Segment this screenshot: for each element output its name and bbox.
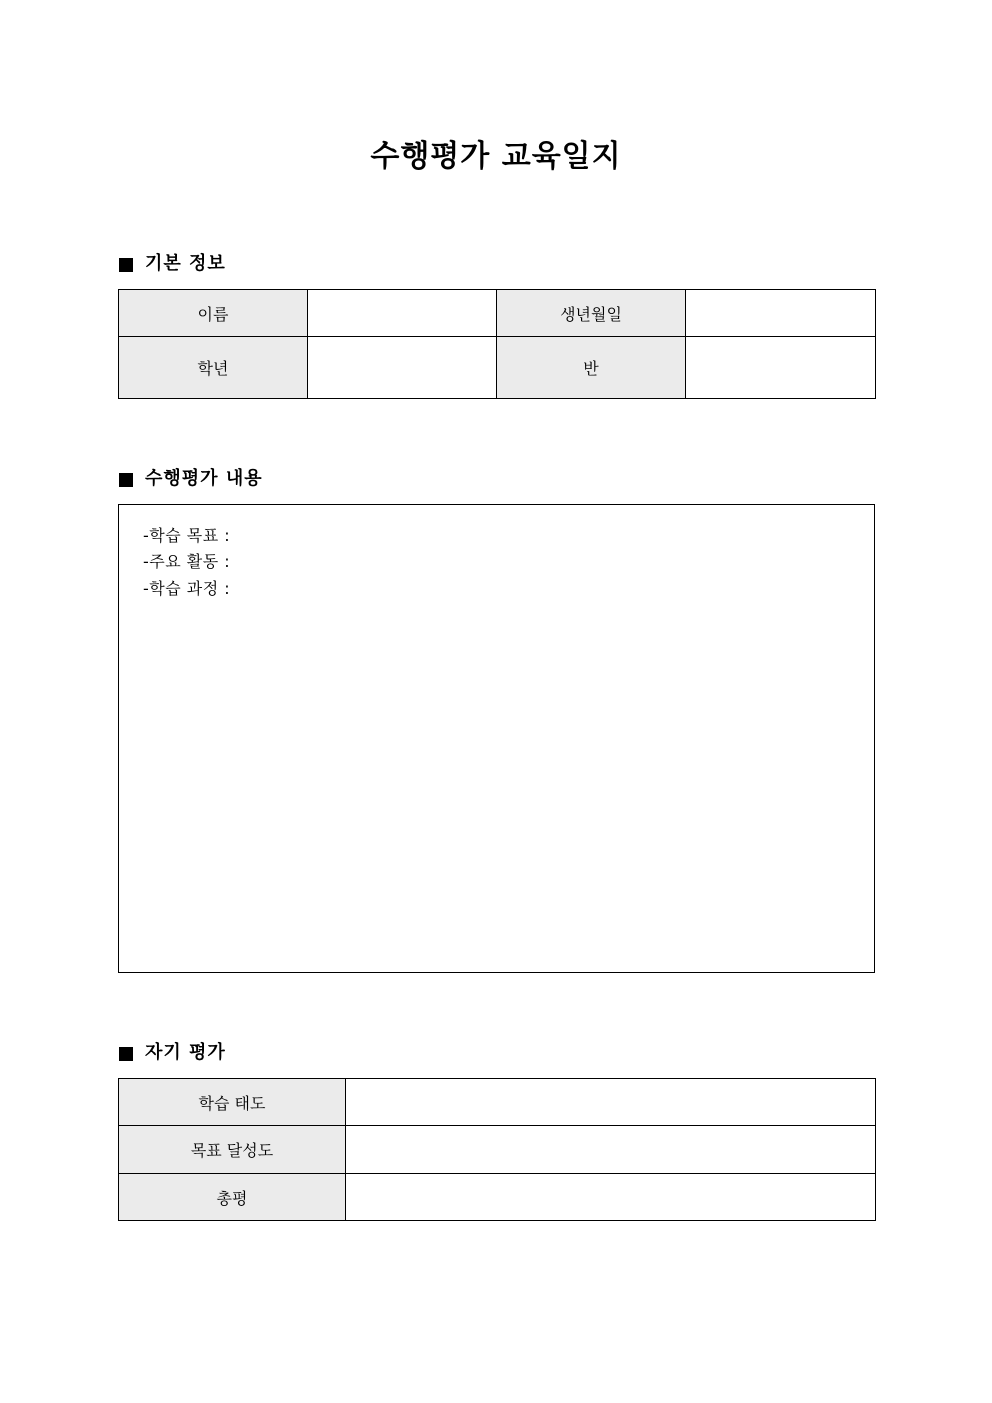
overall-review-label: 총평 [119,1174,346,1221]
overall-review-field[interactable] [346,1174,876,1221]
content-heading [119,467,263,491]
class-field[interactable] [686,337,876,399]
attitude-label: 학습 태도 [119,1079,346,1126]
document-title: 수행평가 교육일지 [370,139,622,174]
main-activity-line: -주요 활동 : [143,552,231,571]
table-row [119,1079,876,1126]
goal-achievement-label: 목표 달성도 [119,1126,346,1174]
content-heading-label: 수행평가 내용 [145,468,263,489]
table-row [119,290,876,337]
class-label: 반 [497,337,686,399]
square-bullet-icon [119,1047,133,1061]
content-box[interactable] [118,504,875,973]
table-row [119,1174,876,1221]
square-bullet-icon [119,473,133,487]
birthdate-field[interactable] [686,290,876,337]
grade-label: 학년 [119,337,308,399]
table-row [119,1126,876,1174]
learning-process-line: -학습 과정 : [143,579,231,598]
self-eval-table [118,1078,876,1221]
square-bullet-icon [119,258,133,272]
basic-info-heading-label: 기본 정보 [145,253,226,274]
self-eval-heading-label: 자기 평가 [145,1042,226,1063]
grade-field[interactable] [308,337,497,399]
self-eval-heading [119,1041,226,1065]
name-label: 이름 [119,290,308,337]
table-row [119,337,876,399]
basic-info-table [118,289,876,399]
learning-goal-line: -학습 목표 : [143,526,231,545]
basic-info-heading [119,252,226,276]
name-field[interactable] [308,290,497,337]
birthdate-label: 생년월일 [497,290,686,337]
attitude-field[interactable] [346,1079,876,1126]
goal-achievement-field[interactable] [346,1126,876,1174]
